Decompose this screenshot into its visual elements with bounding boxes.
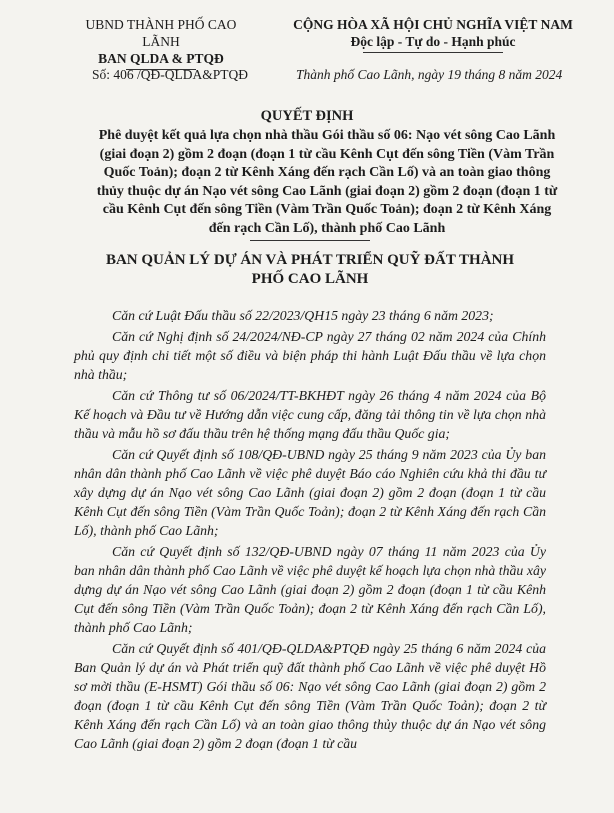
document-number: Số: 406 /QĐ-QLDA&PTQĐ [92,67,249,82]
place-and-date: Thành phố Cao Lãnh, ngày 19 tháng 8 năm 2024 [296,67,563,82]
org-line-2: BAN QLDA & PTQĐ [98,51,224,66]
basis-item: Căn cứ Luật Đấu thầu số 22/2023/QH15 ngày 23 tháng 6 năm 2023; [112,308,494,323]
nation-name: CỘNG HÒA XÃ HỘI CHỦ NGHĨA VIỆT NAM [293,17,573,32]
document-title: QUYẾT ĐỊNH [260,108,354,124]
basis-item: Căn cứ Nghị định số 24/2024/NĐ-CP ngày 27 tháng 02 năm 2024 của Chính phủ quy định chi tiết một số điều và biện pháp thi hành Luật Đấu thầu về lựa chọn nhà thầu; [74,329,546,382]
basis-item: Căn cứ Quyết định số 401/QĐ-QLDA&PTQĐ ngày 25 tháng 6 năm 2024 của Ban Quản lý dự án và Phát triển quỹ đất thành phố Cao Lãnh về việc phê duyệt Hồ sơ mời thầu (E-HSMT) Gói thầu số 06: Nạo vét sông Cao Lãnh (giai đoạn 2) gồm 2 đoạn (đoạn 1 từ cầu Kênh Cụt đến sông Tiền (Vàm Trần Quốc Toản); đoạn 2 từ Kênh Xáng đến rạch Cần Lố) và an toàn giao thông thủy thuộc dự án Nạo vét sông Cao Lãnh (giai đoạn 2) gồm 2 đoạn (đoạn 1 từ cầu [74,641,546,751]
basis-item: Căn cứ Thông tư số 06/2024/TT-BKHĐT ngày 26 tháng 4 năm 2024 của Bộ Kế hoạch và Đầu tư về Hướng dẫn việc cung cấp, đăng tải thông tin về lựa chọn nhà thầu và mẫu hồ sơ đấu thầu trên hệ thống mạng đấu thầu Quốc gia; [74,388,546,441]
document-subject: Phê duyệt kết quả lựa chọn nhà thầu Gói thầu số 06: Nạo vét sông Cao Lãnh (giai đoạn 2) gồm 2 đoạn (đoạn 1 từ cầu Kênh Cụt đến sông Tiền (Vàm Trần Quốc Toản); đoạn 2 từ Kênh Xáng đến rạch Cần Lố) và an toàn giao thông thủy thuộc dự án Nạo vét sông Cao Lãnh (giai đoạn 2) gồm 2 đoạn (đoạn 1 từ cầu Kênh Cụt đến sông Tiền (Vàm Trần Quốc Toản); đoạn 2 từ Kênh Xáng đến rạch Cần Lố), thành phố Cao Lãnh [96,128,558,236]
subject-underline [250,240,370,241]
motto-underline [363,52,503,53]
basis-item: Căn cứ Quyết định số 132/QĐ-UBND ngày 07 tháng 11 năm 2023 của Ủy ban nhân dân thành phố Cao Lãnh về việc phê duyệt kế hoạch lựa chọn nhà thầu xây dựng dự án Nạo vét sông Cao Lãnh (giai đoạn 2) gồm 2 đoạn (đoạn 1 từ cầu Kênh Cụt đến sông Tiền (Vàm Trần Quốc Toản); đoạn 2 từ Kênh Xáng đến rạch Cần Lố), thành phố Cao Lãnh; [74,544,546,635]
national-header [278,16,588,53]
issuing-authority: BAN QUẢN LÝ DỰ ÁN VÀ PHÁT TRIỂN QUỸ ĐẤT THÀNH PHỐ CAO LÃNH [105,252,515,287]
issuing-organization [76,16,246,70]
national-motto: Độc lập - Tự do - Hạnh phúc [350,34,516,49]
org-line-1: UBND THÀNH PHỐ CAO LÃNH [85,17,237,49]
basis-item: Căn cứ Quyết định số 108/QĐ-UBND ngày 25 tháng 9 năm 2023 của Ủy ban nhân dân thành phố Cao Lãnh về việc phê duyệt Báo cáo Nghiên cứu khả thi đầu tư xây dựng dự án Nạo vét sông Cao Lãnh (giai đoạn 2) gồm 2 đoạn (đoạn 1 từ cầu Kênh Cụt đến sông Tiền (Vàm Trần Quốc Toản); đoạn 2 từ Kênh Xáng đến rạch Cần Lố), thành phố Cao Lãnh; [74,447,546,538]
legal-basis [74,306,546,755]
